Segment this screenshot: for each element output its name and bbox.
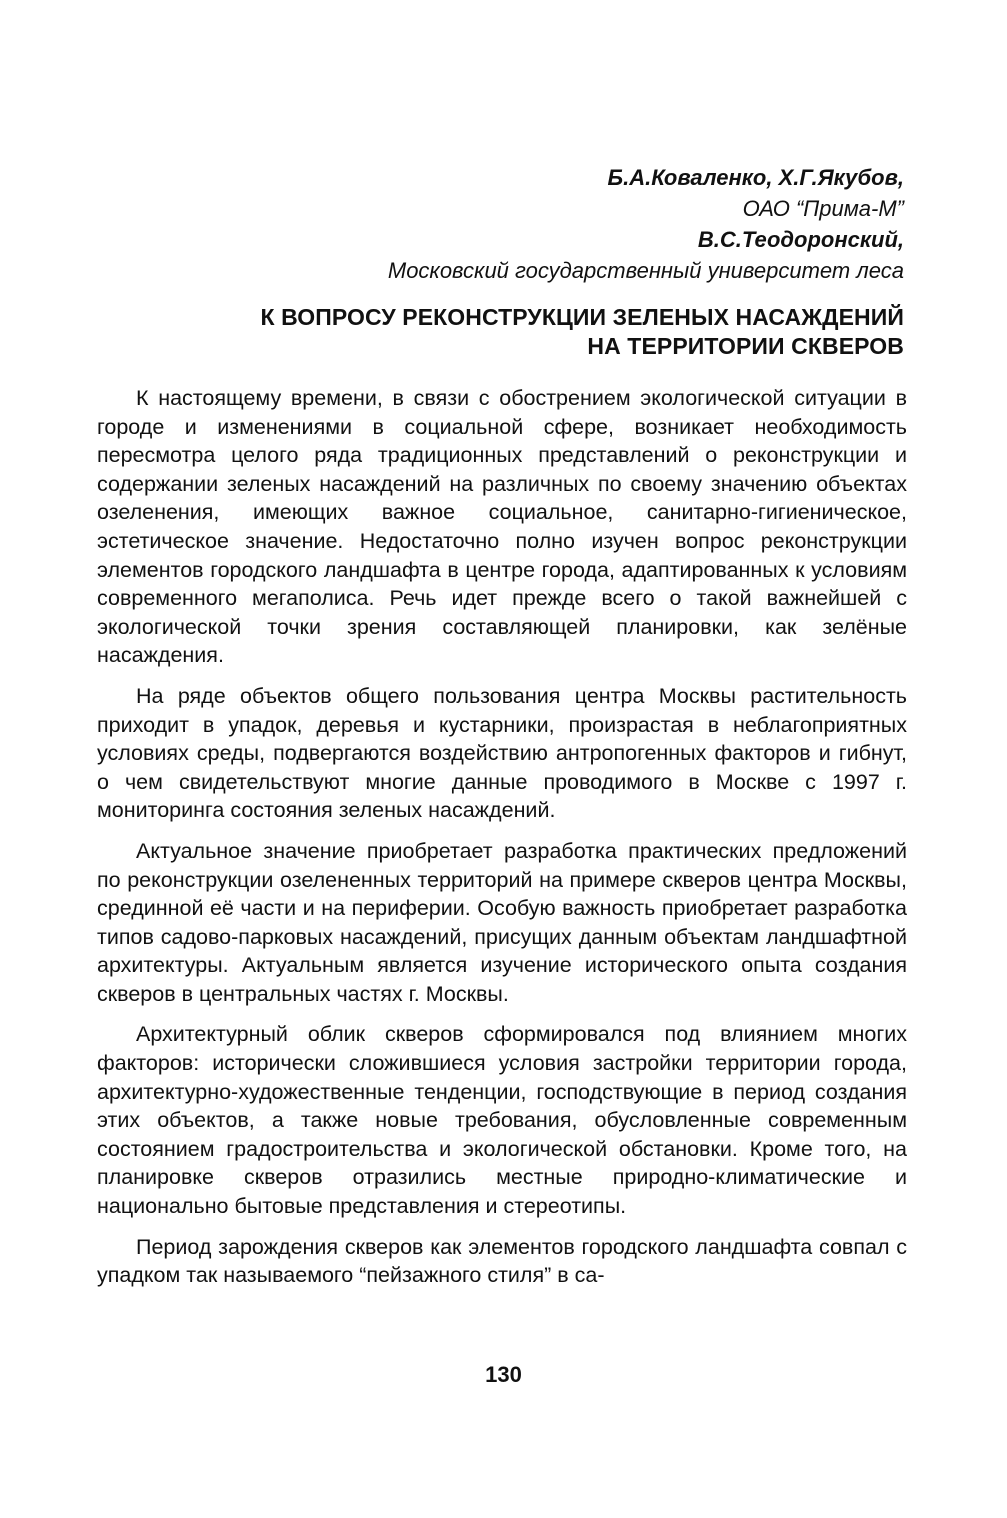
paragraph-2: На ряде объектов общего пользования центра Москвы растительность приходит в упадок, деревья и кустарники, произрастая в неблагоприятных условиях среды, подвергаются воздействию антропогенных факторов и гибнут, о чем свидетельствуют многие данные проводимого в Москве с 1997 г. мониторинга состояния зеленых насаждений. xyxy=(97,683,907,823)
paragraph-3: Актуальное значение приобретает разработка практических предложений по реконструкции озелененных территорий на примере скверов центра Москвы, срединной её части и на периферии. Особую важность приобретает разработка типов садово-парковых насаждений, присущих данным объектам ландшафтной архитектуры. Актуальным является изучение исторического опыта создания скверов в центральных частях г. Москвы. xyxy=(97,838,907,1006)
article-body xyxy=(97,384,907,1302)
author-names-2: В.С.Теодоронский, xyxy=(697,227,904,252)
paragraph-4: Архитектурный облик скверов сформировался под влиянием многих факторов: исторически сложившиеся условия застройки территории города, архитектурно-художественные тенденции, господствующие в период создания этих объектов, а также новые требования, обусловленные современным состоянием градостроительства и экологической обстановки. Кроме того, на планировке скверов отразились местные природно-климатические и национально бытовые представления и стереотипы. xyxy=(97,1022,907,1219)
author-names-1: Б.А.Коваленко, Х.Г.Якубов, xyxy=(607,165,904,190)
author-affiliation-1: ОАО “Прима-М” xyxy=(742,196,904,221)
paragraph-5: Период зарождения скверов как элементов городского ландшафта совпал с упадком так называемого “пейзажного стиля” в са- xyxy=(97,1234,907,1288)
article-title-line-2: НА ТЕРРИТОРИИ СКВЕРОВ xyxy=(587,333,904,359)
article-title xyxy=(160,303,904,361)
page-number: 130 xyxy=(485,1362,522,1387)
author-block xyxy=(260,162,904,286)
article-title-line-1: К ВОПРОСУ РЕКОНСТРУКЦИИ ЗЕЛЕНЫХ НАСАЖДЕНИЙ xyxy=(260,304,904,330)
paragraph-1: К настоящему времени, в связи с обострением экологической ситуации в городе и изменениями в социальной сфере, возникает необходимость пересмотра целого ряда традиционных представлений о реконструкции и содержании зеленых насаждений на различных по своему значению объектах озеленения, имеющих важное социальное, санитарно-гигиеническое, эстетическое значение. Недостаточно полно изучен вопрос реконструкции элементов городского ландшафта в центре города, адаптированных к условиям современного мегаполиса. Речь идет прежде всего о такой важнейшей с экологической точки зрения составляющей планировки, как зелёные насаждения. xyxy=(97,386,907,668)
author-affiliation-2: Московский государственный университет леса xyxy=(387,258,904,283)
